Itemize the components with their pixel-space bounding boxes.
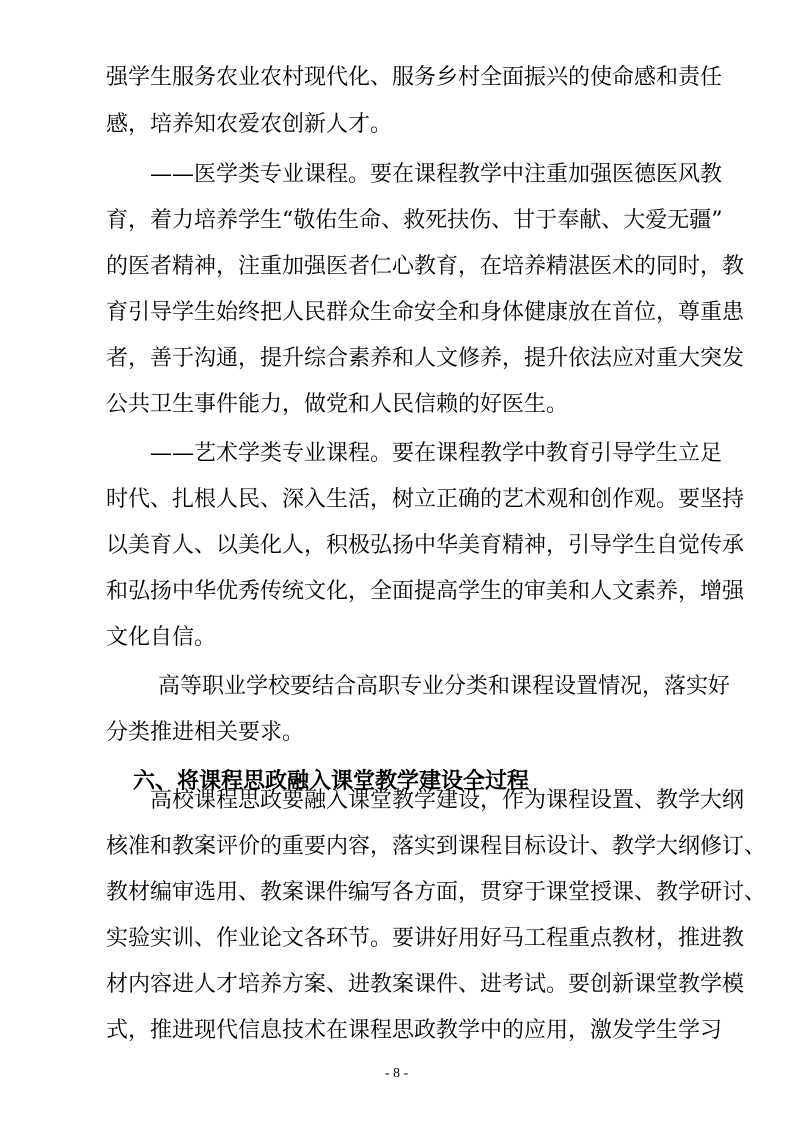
paragraph-3-line-5: 文化自信。: [106, 625, 217, 650]
paragraph-2-line-6: 公共卫生事件能力，做党和人民信赖的好医生。: [106, 392, 569, 417]
paragraph-4-line-1: 高等职业学校要结合高职专业分类和课程设置情况，落实好: [158, 674, 731, 699]
paragraph-2-line-2: 育，着力培养学生“敬佑生命、救死扶伤、甘于奉献、大爱无疆”: [106, 208, 723, 233]
final-paragraph-line-4: 实验实训、作业论文各环节。要讲好用好马工程重点教材，推进教: [106, 926, 745, 951]
section-heading: 六、将课程思政融入课堂教学建设全过程: [133, 769, 530, 794]
final-paragraph-line-2: 核准和教案评价的重要内容，落实到课程目标设计、教学大纲修订、: [106, 834, 767, 859]
paragraph-3-line-3: 以美育人、以美化人，积极弘扬中华美育精神，引导学生自觉传承: [106, 533, 745, 558]
paragraph-3-line-4: 和弘扬中华优秀传统文化，全面提高学生的审美和人文素养，增强: [106, 579, 745, 604]
paragraph-2-line-5: 者，善于沟通，提升综合素养和人文修养，提升依法应对重大突发: [106, 346, 745, 371]
paragraph-4-line-2: 分类推进相关要求。: [106, 720, 305, 745]
paragraph-2-line-4: 育引导学生始终把人民群众生命安全和身体健康放在首位，尊重患: [106, 300, 745, 325]
final-paragraph-line-3: 教材编审选用、教案课件编写各方面，贯穿于课堂授课、教学研讨、: [106, 880, 767, 905]
paragraph-1-line-2: 感，培养知农爱农创新人才。: [106, 112, 393, 137]
paragraph-1-line-1: 强学生服务农业农村现代化、服务乡村全面振兴的使命感和责任: [106, 65, 723, 90]
paragraph-3-line-2: 时代、扎根人民、深入生活，树立正确的艺术观和创作观。要坚持: [106, 487, 745, 512]
paragraph-3-line-1: ——艺术学类专业课程。要在课程教学中教育引导学生立足: [150, 441, 723, 466]
final-paragraph-line-1: 高校课程思政要融入课堂教学建设，作为课程设置、教学大纲: [150, 788, 745, 813]
paragraph-2-line-1: ——医学类专业课程。要在课程教学中注重加强医德医风教: [150, 162, 723, 187]
page-number: - 8 -: [384, 1066, 409, 1081]
final-paragraph-line-5: 材内容进人才培养方案、进教案课件、进考试。要创新课堂教学模: [106, 972, 745, 997]
final-paragraph-line-6: 式，推进现代信息技术在课程思政教学中的应用，激发学生学习: [106, 1018, 723, 1043]
paragraph-2-line-3: 的医者精神，注重加强医者仁心教育，在培养精湛医术的同时，教: [106, 254, 745, 279]
